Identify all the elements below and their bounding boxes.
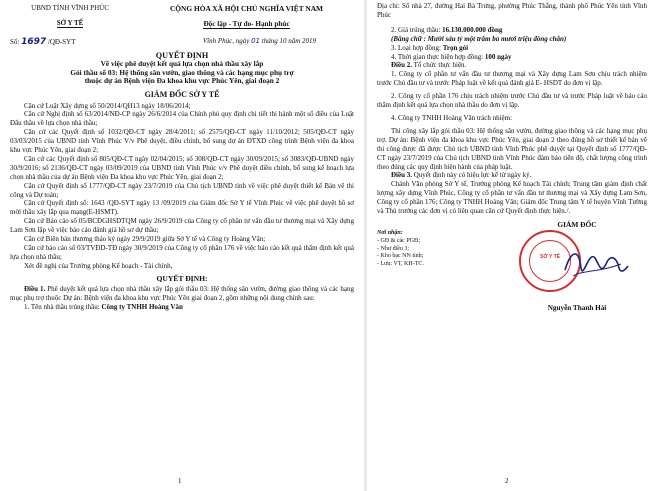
contract-duration — [377, 53, 647, 62]
article-1-label: Điều 1. — [24, 284, 46, 293]
date-prefix: Vĩnh Phúc, ngày — [202, 37, 250, 45]
article-1 — [10, 285, 354, 303]
issue-date — [203, 37, 316, 47]
winning-price — [377, 26, 647, 35]
article-3-label: Điều 3. — [391, 171, 412, 180]
number-prefix: Số: — [10, 38, 20, 46]
stamp-text: SỞ Y TẾ — [540, 253, 560, 260]
article-1-text: Phê duyệt kết quả lựa chọn nhà thầu xây lắp gói thầu 03: Hệ thống sân vườn, đường giao thông và các hạng mục phụ trợ thuộc Dự án: Bệnh viện đa khoa khu vực Phúc Yên giai đoạn 2, gồm những nội dung chính sau: — [10, 284, 354, 302]
decision-title: QUYẾT ĐỊNH — [155, 51, 209, 60]
basis-paragraph: Căn cứ báo cáo số 03/TVĐD-TĐ ngày 30/9/2019 của Công ty cổ phần 176 về việc báo cáo kết quả thẩm định kết quả lựa chọn nhà thầu; — [10, 244, 354, 261]
basis-paragraph: Căn cứ Quyết định số 1777/QĐ-CT ngày 23/7/2019 của Chủ tịch UBND tỉnh về việc phê duyệt thiết kế Bản vẽ thi công và Dự toán; — [10, 181, 354, 199]
decision-subtitle-2: Gói thầu số 03: Hệ thống sân vườn, giao thông và các hạng mục phụ trợ — [70, 67, 294, 77]
article-2-text: Tổ chức thực hiện. — [413, 61, 467, 70]
article-2 — [377, 61, 647, 70]
article-2-item: 4. Công ty TNHH Hoàng Vân trách nhiệm: — [391, 113, 513, 122]
basis-paragraph: Căn cứ Nghị định số 63/2014/NĐ-CP ngày 26/6/2014 của Chính phủ quy định chi tiết thi hành một số điều của Luật Đấu thầu về lựa chọn nhà thầu; — [10, 110, 354, 128]
article-3-text: Quyết định này có hiệu lực kể từ ngày ký. — [413, 171, 532, 180]
basis-paragraph: Căn cứ các Quyết định số 1032/QĐ-CT ngày 28/4/2011; số 2575/QĐ-CT ngày 11/10/2012; 505/QĐ-CT ngày 03/03/2015 của UBND tỉnh Vĩnh Phúc V/v Phê duyệt, điều chỉnh, bổ sung dự án ĐTXD công trình Bệnh viện đa khoa khu vực Phúc Yên, giai đoạn 2; — [10, 128, 354, 155]
signer — [507, 219, 647, 312]
article-2-item: 1. Công ty cổ phần tư vấn đầu tư thương mại và Xây dựng Lam Sơn chịu trách nhiệm trước Chủ đầu tư và trước Pháp luật về kết quả đánh giá E- HSDT do đơn vị lập. — [377, 70, 647, 88]
decision-subtitle-1: Về việc phê duyệt kết quả lựa chọn nhà thầu xây lắp — [100, 59, 264, 68]
signer-title: GIÁM ĐỐC — [557, 219, 597, 229]
page-number: 2 — [505, 477, 509, 485]
contract-duration-value: 100 ngày — [484, 52, 512, 61]
number-date-row — [10, 37, 354, 47]
price-in-words: (Bằng chữ : Mười sáu tỷ một trăm ba mươi triệu đồng chẵn) — [391, 34, 567, 43]
motto: Độc lập - Tự do- Hạnh phúc — [203, 20, 290, 28]
recipients — [377, 230, 495, 269]
handwritten-day: 01 — [251, 37, 260, 45]
winning-price-value: 16.130.000.000 đồng — [442, 25, 503, 34]
basis-paragraph: Căn cứ Biên bản thương thảo ký ngày 29/9/2019 giữa Sở Y tế và Công ty Hoàng Vân; — [24, 235, 266, 244]
recipient-item: - Lưu: VT, KH-TC. — [377, 261, 424, 268]
document-page-2 — [367, 0, 655, 491]
winning-bidder — [10, 303, 354, 312]
bidder-address: Địa chỉ: Số nhà 27, đường Hai Bà Trưng, phường Phúc Thắng, thành phố Phúc Yên tỉnh Vĩnh Phúc — [377, 2, 647, 19]
contract-duration-label: 4. Thời gian thực hiện hợp đồng: — [391, 52, 484, 61]
page-number: 1 — [178, 477, 182, 485]
contract-type-value: Trọn gói — [442, 43, 469, 52]
issuing-agency — [10, 4, 130, 31]
basis-paragraph: Căn cứ Quyết định số: 1643 /QĐ-SYT ngày 13 /09/2019 của Giám đốc Sở Y tế Vĩnh Phúc về việc phê duyệt hồ sơ mời thầu xây lắp qua mạng(E-HSMT). — [10, 199, 354, 217]
contract-type — [377, 44, 647, 53]
article-2-label: Điều 2. — [391, 61, 412, 70]
recipient-item: - Kho bạc NN tỉnh; — [377, 253, 424, 260]
winning-bidder-label: 1. Tên nhà thầu trúng thầu: — [24, 302, 100, 311]
legal-basis — [10, 102, 354, 271]
handwritten-number: 1697 — [21, 37, 47, 47]
handwritten-signature — [561, 240, 631, 290]
recipient-item: - Như điều 3; — [377, 245, 410, 252]
winning-price-label: 2. Giá trúng thầu: — [391, 25, 441, 34]
date-suffix: tháng 10 năm 2019 — [261, 37, 316, 45]
national-motto — [139, 4, 354, 31]
article-3 — [377, 171, 647, 180]
winning-bidder-name: Công ty TNHH Hoàng Vân — [101, 302, 183, 311]
article-2-item: 2. Công ty cổ phần 176 chịu trách nhiệm trước Chủ đầu tư và trước Pháp luật về báo cáo thẩm định kết quả lựa chọn nhà thầu do đơn vị lập. — [377, 92, 647, 110]
contract-type-label: 3. Loại hợp đồng: — [391, 43, 441, 52]
decision-subtitle-3: thuộc dự án Bệnh viện Đa khoa khu vực Phúc Yên, giai đoạn 2 — [84, 76, 280, 85]
agency-parent: UBND TỈNH VĨNH PHÚC — [31, 4, 109, 12]
basis-paragraph: Căn cứ Báo cáo số 05/BCĐGHSDTQM ngày 26/9/2019 của Công ty cổ phần tư vấn đầu tư thương mại và Xây dựng Lam Sơn lập về việc báo cáo đánh giá hồ sơ dự thầu; — [10, 217, 354, 235]
authority-heading: GIÁM ĐỐC SỞ Y TẾ — [144, 89, 220, 99]
basis-paragraph: Xét đề nghị của Trưởng phòng Kế hoạch - Tài chính, — [24, 261, 173, 270]
number-suffix: /QĐ-SYT — [47, 38, 76, 46]
decision-heading: QUYẾT ĐỊNH: — [156, 273, 208, 283]
recipients-title: Nơi nhận: — [377, 229, 403, 236]
article-2-item: Thi công xây lắp gói thầu 03: Hệ thống sân vườn, đường giao thông và các hạng mục phụ trợ. Dự án: Bệnh viện đa khoa khu vực Phúc Yên, giai đoạn 2 theo đúng hồ sơ thiết kế bản vẽ thi công được đã được Chủ tịch UBND tỉnh Vĩnh Phúc phê duyệt tại Quyết định số 1777/QĐ-CT ngày 23/7/2019 của Chủ tịch UBND tỉnh Vĩnh Phúc đảm bảo tiến độ, chất lượng công trình theo đúng các quy định hiện hành của pháp luật. — [377, 126, 647, 171]
basis-paragraph: Căn cứ các Quyết định số 805/QĐ-CT ngày 02/04/2015; số 308/QĐ-CT ngày 30/09/2015; số 3083/QĐ-UBND ngày 30/9/2016; số 2136/QĐ-CT ngày 03/09/2019 của UBND tỉnh Vĩnh Phúc v/v Phê duyệt điều chỉnh, bổ sung kế hoạch lựa chọn nhà thầu của dự án Bệnh viện Đa khoa khu vực Phúc Yên, giai đoạn 2; — [10, 154, 354, 181]
country-name: CỘNG HÒA XÃ HỘI CHỦ NGHĨA VIỆT NAM — [169, 4, 324, 13]
agency-name: SỞ Y TẾ — [56, 19, 84, 27]
document-header — [10, 4, 354, 31]
basis-paragraph: Căn cứ Luật Xây dựng số 50/2014/QH13 ngày 18/06/2014; — [24, 101, 191, 110]
recipient-item: - GĐ & các PGĐ; — [377, 237, 420, 244]
signature-block — [377, 219, 647, 312]
document-number — [10, 37, 76, 47]
signer-name: Nguyễn Thanh Hải — [547, 303, 607, 312]
article-3-body: Chánh Văn phòng Sở Y tế, Trưởng phòng Kế hoạch Tài chính; Trung tâm giám định chất lượng xây dựng Vĩnh Phúc, Công ty cổ phần tư vấn đầu tư thương mại và Xây dựng Lam Sơn, Công ty cổ phần 176; Công ty TNHH Hoàng Vân; Giám đốc Trung tâm Y tế huyện Vĩnh Tường và Thủ trưởng các đơn vị có liên quan căn cứ Quyết định thực hiện./. — [377, 180, 647, 216]
